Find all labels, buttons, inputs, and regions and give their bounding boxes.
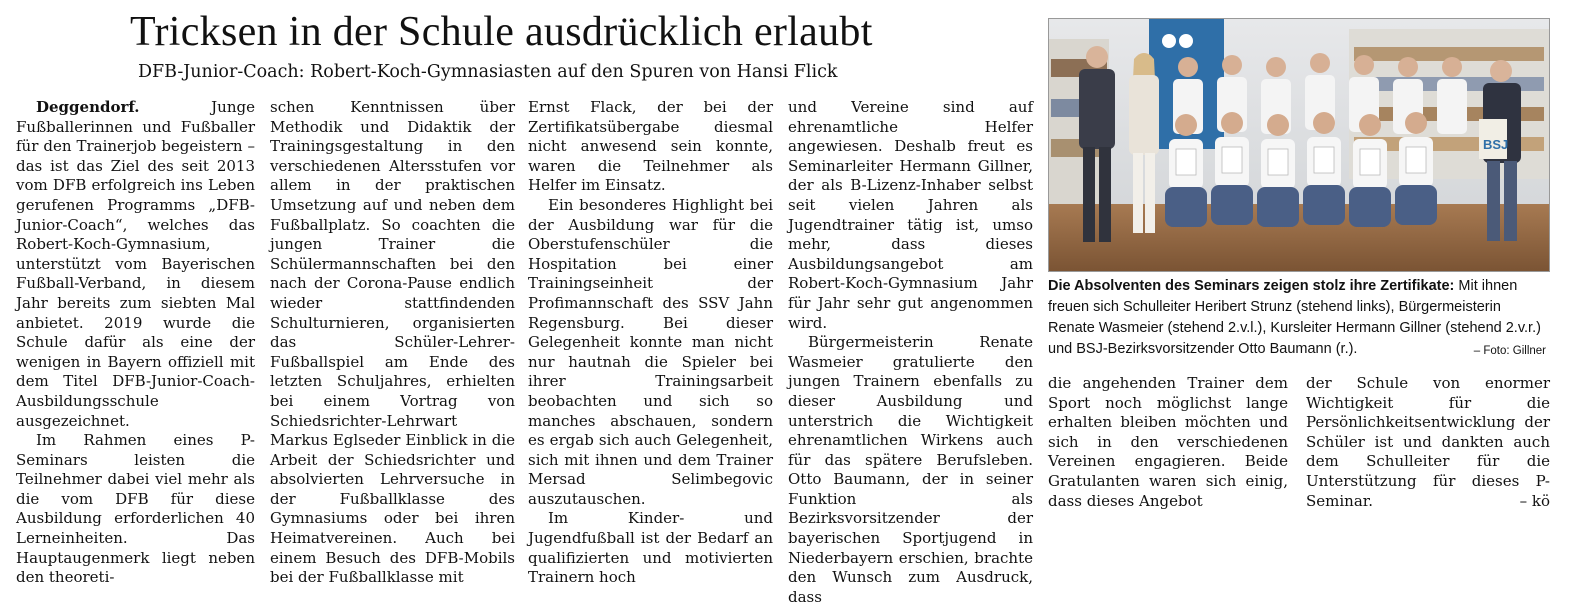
- dateline: Deggendorf.: [36, 98, 140, 116]
- paragraph: Im Rahmen eines P-Seminars leisten die Teilnehmer dabei viel mehr als die vom DFB für diese Ausbildung erforderlichen 40 Lerneinheiten. Das Hauptaugenmerk liegt neben den theoreti-: [16, 431, 255, 587]
- paragraph-text: der Schule von enormer Wichtigkeit für die Persönlichkeitsentwicklung der Schüler ist und dankten auch dem Schulleiter für die Unterstützung für dieses P-Seminar.: [1306, 374, 1550, 510]
- text-column-1: [16, 98, 255, 588]
- author-initials: – kö: [1519, 491, 1550, 510]
- paragraph: und Vereine sind auf ehrenamtliche Helfer angewiesen. Deshalb freut es Seminarleiter Hermann Gillner, der als B-Lizenz-Inhaber selbst seit vielen Jahren als Jugendtrainer tätig ist, umso mehr, dass dieses Ausbildungsangebot am Robert-Koch-Gymnasium Jahr für Jahr sehr gut angenommen wird.: [788, 98, 1033, 332]
- group-photo: [1048, 18, 1550, 272]
- text-column-6: [1306, 374, 1550, 511]
- photo-credit: – Foto: Gillner: [1473, 345, 1546, 357]
- text-column-5: [1048, 374, 1288, 511]
- paragraph: [16, 98, 255, 431]
- paragraph-text: Junge Fußballerinnen und Fußballer für den Trainerjob begeistern – das ist das Ziel des seit 2013 vom DFB erfolgreich ins Leben gerufenen Programms „DFB-Junior-Coach“, welches das Robert-Koch-Gymnasium, unterstützt vom Bayerischen Fußball-Verband, in diesem Jahr bereits zum siebten Mal anbietet. 2019 wurde die Schule dafür als eine der wenigen in Bayern offiziell mit dem Titel DFB-Junior-Coach-Ausbildungsschule ausgezeichnet.: [16, 98, 255, 430]
- paragraph: schen Kenntnissen über Methodik und Didaktik der Trainingsgestaltung in den verschiedenen Altersstufen vor allem in der praktischen Umsetzung auf und neben dem Fußballplatz. So coachten die jungen Trainer die Schülermannschaften bei den nach der Corona-Pause endlich wieder stattfindenden Schulturnieren, organisierten das Schüler-Lehrer-Fußballspiel am Ende des letzten Schuljahres, erhielten bei einem Vortrag von Schiedsrichter-Lehrwart Markus Eglseder Einblick in die Arbeit der Schiedsrichter und absolvierten Lehrversuche in der Fußballklasse des Gymnasiums oder bei ihren Heimatvereinen. Auch bei einem Besuch des DFB-Mobils bei der Fußballklasse mit: [270, 98, 515, 587]
- paragraph: [1306, 374, 1550, 511]
- caption-text: Mit ihnen freuen sich Schulleiter Heribert Strunz (stehend links), Bürgermeisterin Renate Wasmeier (stehend 2.v.l.), Kursleiter Hermann Gillner (stehend 2.v.r.) und BSJ-Bezirksvorsitzender Otto Baumann (r.).: [1048, 278, 1541, 357]
- article-headline: Tricksen in der Schule ausdrücklich erlaubt: [130, 9, 873, 55]
- article-subheadline: DFB-Junior-Coach: Robert-Koch-Gymnasiasten auf den Spuren von Hansi Flick: [138, 62, 838, 82]
- paragraph: Bürgermeisterin Renate Wasmeier gratulierte den jungen Trainern ebenfalls zu dieser Ausbildung und unterstrich die Wichtigkeit ehrenamtlichen Wirkens auch für das spätere Berufsleben. Otto Baumann, der in seiner Funktion als Bezirksvorsitzender der bayerischen Sportjugend in Niederbayern erschien, brachte den Wunsch zum Ausdruck, dass: [788, 333, 1033, 606]
- paragraph: die angehenden Trainer dem Sport noch möglichst lange erhalten bleiben möchten und sich in den verschiedenen Vereinen engagieren. Beide Gratulanten waren sich einig, dass dieses Angebot: [1048, 374, 1288, 510]
- photo-caption: [1048, 276, 1546, 362]
- caption-lead: Die Absolventen des Seminars zeigen stolz ihre Zertifikate:: [1048, 278, 1455, 294]
- text-column-3: [528, 98, 773, 588]
- banner-logo-text: BSJ: [1483, 137, 1509, 152]
- text-column-4: [788, 98, 1033, 607]
- paragraph: Ernst Flack, der bei der Zertifikatsübergabe diesmal nicht anwesend sein konnte, waren die Teilnehmer als Helfer im Einsatz.: [528, 98, 773, 195]
- paragraph: Ein besonderes Highlight bei der Ausbildung war für die Oberstufenschüler die Hospitation bei einer Trainingseinheit der Profimannschaft des SSV Jahn Regensburg. Bei dieser Gelegenheit konnte man nicht nur hautnah die Spieler bei ihrer Trainingsarbeit beobachten und sich so manches abschauen, sondern es ergab sich auch Gelegenheit, sich mit ihnen und dem Trainer Mersad Selimbegovic auszutauschen.: [528, 195, 773, 508]
- text-column-2: [270, 98, 515, 588]
- paragraph: Im Kinder- und Jugendfußball ist der Bedarf an qualifizierten und motivierten Trainern hoch: [528, 509, 773, 587]
